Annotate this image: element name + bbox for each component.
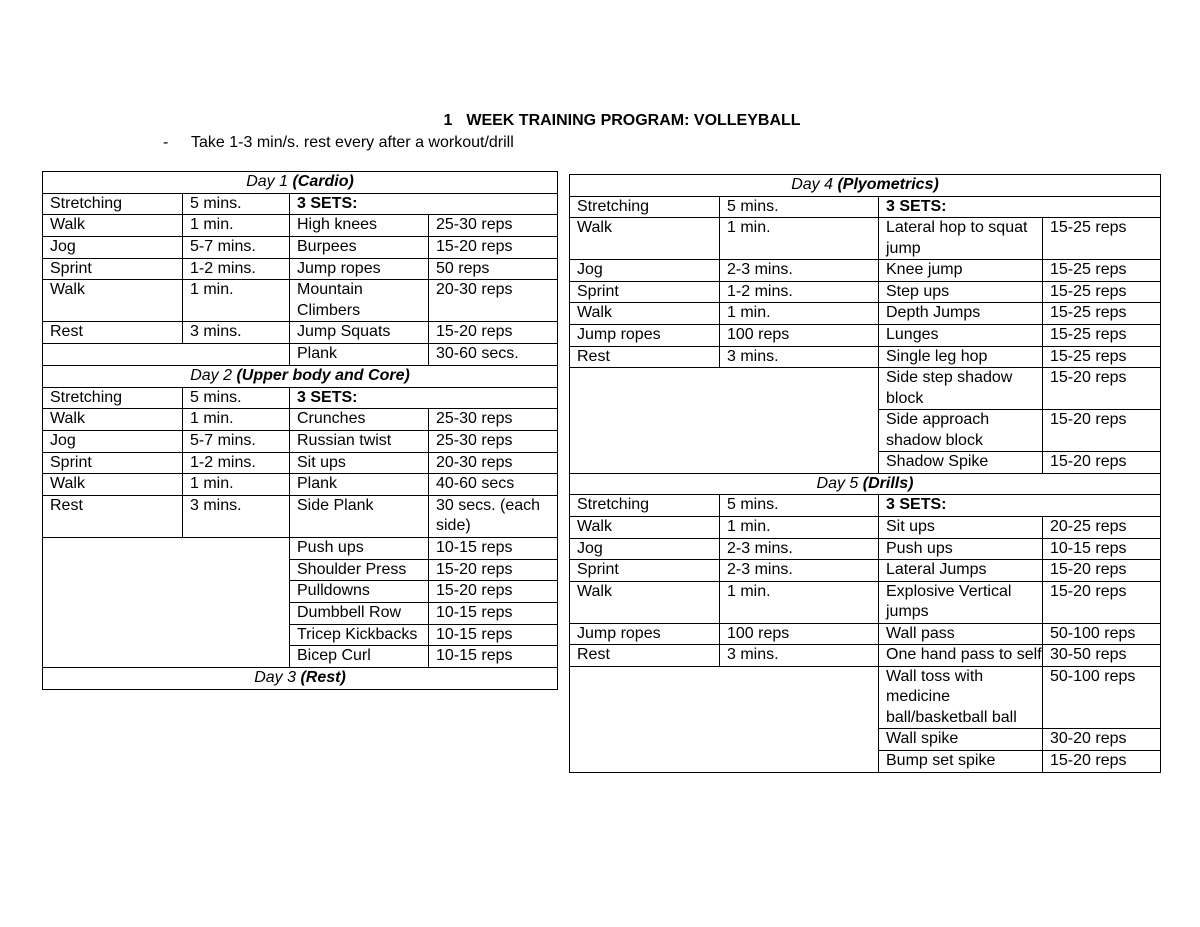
set-reps: 15-20 reps (1043, 410, 1161, 452)
set-reps: 50-100 reps (1043, 666, 1161, 729)
table-row (43, 258, 558, 280)
warmup-activity: Stretching (43, 387, 183, 409)
warmup-duration: 100 reps (720, 623, 879, 645)
day-header-cell (43, 172, 558, 194)
warmup-duration: 1-2 mins. (183, 258, 290, 280)
warmup-activity: Walk (43, 474, 183, 496)
table-row (570, 324, 1161, 346)
set-exercise: Dumbbell Row (290, 603, 429, 625)
set-exercise: Sit ups (290, 452, 429, 474)
set-exercise: Side step shadow block (879, 368, 1043, 410)
warmup-duration: 1 min. (183, 474, 290, 496)
set-exercise: High knees (290, 215, 429, 237)
table-row (43, 495, 558, 537)
warmup-activity: Sprint (43, 258, 183, 280)
set-exercise: Side Plank (290, 495, 429, 537)
set-exercise: Pulldowns (290, 581, 429, 603)
warmup-activity: Sprint (43, 452, 183, 474)
set-reps: 15-20 reps (1043, 560, 1161, 582)
sets-label: 3 SETS: (879, 196, 1161, 218)
warmup-duration: 1 min. (720, 581, 879, 623)
day-label: Day 4 (791, 176, 833, 193)
set-reps: 15-25 reps (1043, 281, 1161, 303)
warmup-activity: Sprint (570, 560, 720, 582)
warmup-duration: 1 min. (720, 218, 879, 260)
day-theme: (Upper body and Core) (236, 366, 410, 384)
warmup-activity: Walk (43, 215, 183, 237)
set-exercise: Lateral hop to squat jump (879, 218, 1043, 260)
day-label: Day 1 (246, 173, 289, 190)
set-exercise: Lateral Jumps (879, 560, 1043, 582)
set-reps: 25-30 reps (429, 409, 558, 431)
page-title (0, 111, 1200, 131)
set-exercise: Push ups (879, 538, 1043, 560)
set-reps: 10-15 reps (1043, 538, 1161, 560)
empty-cell (570, 368, 879, 474)
set-reps: 20-30 reps (429, 452, 558, 474)
table-row (570, 495, 1161, 517)
day-header-cell (570, 473, 1161, 495)
set-reps: 15-20 reps (429, 581, 558, 603)
day-header-row (570, 473, 1161, 495)
schedule-table-days-4-5 (569, 174, 1161, 773)
table-row (43, 322, 558, 344)
table-row (570, 218, 1161, 260)
schedule-table-days-1-3 (42, 171, 558, 690)
set-reps: 50-100 reps (1043, 623, 1161, 645)
warmup-activity: Rest (43, 495, 183, 537)
table-row (43, 474, 558, 496)
warmup-duration: 5 mins. (183, 387, 290, 409)
table-row (570, 538, 1161, 560)
set-exercise: Plank (290, 344, 429, 366)
table-row (570, 346, 1161, 368)
set-exercise: Jump Squats (290, 322, 429, 344)
warmup-activity: Stretching (570, 495, 720, 517)
day-theme: (Cardio) (292, 173, 354, 190)
set-reps: 15-25 reps (1043, 260, 1161, 282)
table-row (570, 666, 1161, 729)
warmup-activity: Jog (570, 538, 720, 560)
warmup-activity: Walk (570, 218, 720, 260)
warmup-activity: Stretching (43, 193, 183, 215)
warmup-duration: 1 min. (720, 303, 879, 325)
set-exercise: Push ups (290, 537, 429, 559)
table-row (43, 387, 558, 409)
warmup-activity: Walk (570, 516, 720, 538)
set-exercise: Shadow Spike (879, 452, 1043, 474)
set-exercise: Wall toss with medicine ball/basketball ball (879, 666, 1043, 729)
set-reps: 15-20 reps (1043, 751, 1161, 773)
subtitle-bullet: - (163, 134, 169, 151)
sets-label: 3 SETS: (290, 193, 558, 215)
warmup-activity: Rest (570, 346, 720, 368)
set-reps: 10-15 reps (429, 603, 558, 625)
set-reps: 10-15 reps (429, 646, 558, 668)
set-reps: 15-25 reps (1043, 218, 1161, 260)
set-exercise: Plank (290, 474, 429, 496)
set-exercise: Russian twist (290, 430, 429, 452)
table-row (570, 368, 1161, 410)
warmup-duration: 5 mins. (720, 196, 879, 218)
set-reps: 30-50 reps (1043, 645, 1161, 667)
warmup-duration: 5 mins. (183, 193, 290, 215)
empty-cell (570, 666, 879, 772)
set-reps: 15-25 reps (1043, 303, 1161, 325)
set-exercise: Sit ups (879, 516, 1043, 538)
table-row (570, 196, 1161, 218)
set-exercise: Depth Jumps (879, 303, 1043, 325)
set-exercise: Bicep Curl (290, 646, 429, 668)
empty-cell (43, 344, 290, 366)
set-exercise: Wall pass (879, 623, 1043, 645)
set-reps: 15-20 reps (1043, 368, 1161, 410)
warmup-activity: Jog (43, 430, 183, 452)
warmup-duration: 1 min. (183, 280, 290, 322)
set-reps: 15-20 reps (1043, 581, 1161, 623)
table-row (43, 215, 558, 237)
warmup-activity: Jump ropes (570, 324, 720, 346)
warmup-activity: Jog (570, 260, 720, 282)
set-exercise: Shoulder Press (290, 559, 429, 581)
set-reps: 50 reps (429, 258, 558, 280)
set-exercise: Single leg hop (879, 346, 1043, 368)
day-label: Day 5 (816, 474, 859, 492)
warmup-duration: 3 mins. (720, 645, 879, 667)
day-label: Day 3 (254, 669, 296, 687)
table-row (570, 281, 1161, 303)
set-exercise: Wall spike (879, 729, 1043, 751)
warmup-duration: 1 min. (183, 215, 290, 237)
set-exercise: Bump set spike (879, 751, 1043, 773)
warmup-activity: Jump ropes (570, 623, 720, 645)
table-row (570, 260, 1161, 282)
set-reps: 15-25 reps (1043, 324, 1161, 346)
warmup-duration: 1 min. (720, 516, 879, 538)
warmup-duration: 3 mins. (183, 495, 290, 537)
day-header-cell (43, 365, 558, 387)
set-reps: 10-15 reps (429, 624, 558, 646)
warmup-duration: 3 mins. (183, 322, 290, 344)
warmup-activity: Jog (43, 237, 183, 259)
set-reps: 15-20 reps (429, 322, 558, 344)
table-row (43, 280, 558, 322)
day-theme: (Rest) (300, 669, 346, 687)
subtitle-text: Take 1-3 min/s. rest every after a workout/drill (191, 134, 514, 151)
set-reps: 25-30 reps (429, 215, 558, 237)
day-header-row (570, 175, 1161, 197)
day-theme: (Plyometrics) (837, 176, 939, 193)
set-reps: 40-60 secs (429, 474, 558, 496)
set-exercise: Mountain Climbers (290, 280, 429, 322)
table-row (570, 581, 1161, 623)
day-label: Day 2 (190, 366, 232, 384)
table-row (43, 430, 558, 452)
warmup-activity: Sprint (570, 281, 720, 303)
warmup-activity: Walk (43, 280, 183, 322)
sets-label: 3 SETS: (290, 387, 558, 409)
table-row (43, 237, 558, 259)
warmup-duration: 1-2 mins. (720, 281, 879, 303)
table-row (43, 409, 558, 431)
warmup-duration: 2-3 mins. (720, 538, 879, 560)
warmup-activity: Rest (570, 645, 720, 667)
day-header-row (43, 172, 558, 194)
set-reps: 15-25 reps (1043, 346, 1161, 368)
set-reps: 15-20 reps (429, 559, 558, 581)
warmup-duration: 5-7 mins. (183, 430, 290, 452)
warmup-activity: Walk (570, 581, 720, 623)
warmup-activity: Stretching (570, 196, 720, 218)
empty-cell (43, 537, 290, 667)
warmup-duration: 1-2 mins. (183, 452, 290, 474)
set-exercise: Tricep Kickbacks (290, 624, 429, 646)
warmup-duration: 2-3 mins. (720, 260, 879, 282)
set-reps: 25-30 reps (429, 430, 558, 452)
table-row (43, 452, 558, 474)
title-text: WEEK TRAINING PROGRAM: VOLLEYBALL (466, 112, 801, 129)
warmup-duration: 3 mins. (720, 346, 879, 368)
warmup-activity: Walk (43, 409, 183, 431)
set-exercise: Jump ropes (290, 258, 429, 280)
day-header-row (43, 365, 558, 387)
set-reps: 10-15 reps (429, 537, 558, 559)
day-theme: (Drills) (862, 474, 914, 492)
set-exercise: Lunges (879, 324, 1043, 346)
warmup-duration: 1 min. (183, 409, 290, 431)
set-reps: 30-20 reps (1043, 729, 1161, 751)
set-exercise: Burpees (290, 237, 429, 259)
warmup-duration: 2-3 mins. (720, 560, 879, 582)
day-header-cell (43, 668, 558, 690)
warmup-activity: Rest (43, 322, 183, 344)
set-exercise: One hand pass to self (879, 645, 1043, 667)
sets-label: 3 SETS: (879, 495, 1161, 517)
set-reps: 20-30 reps (429, 280, 558, 322)
table-row (570, 516, 1161, 538)
set-exercise: Knee jump (879, 260, 1043, 282)
warmup-activity: Walk (570, 303, 720, 325)
set-exercise: Step ups (879, 281, 1043, 303)
table-row (570, 560, 1161, 582)
set-exercise: Crunches (290, 409, 429, 431)
warmup-duration: 5 mins. (720, 495, 879, 517)
table-row (43, 537, 558, 559)
title-number: 1 (443, 112, 453, 129)
warmup-duration: 100 reps (720, 324, 879, 346)
set-reps: 15-20 reps (1043, 452, 1161, 474)
set-reps: 20-25 reps (1043, 516, 1161, 538)
subtitle (163, 133, 514, 153)
set-reps: 15-20 reps (429, 237, 558, 259)
table-row (43, 344, 558, 366)
set-reps: 30 secs. (each side) (429, 495, 558, 537)
day-header-cell (570, 175, 1161, 197)
warmup-duration: 5-7 mins. (183, 237, 290, 259)
set-exercise: Side approach shadow block (879, 410, 1043, 452)
table-row (43, 193, 558, 215)
table-row (570, 645, 1161, 667)
day-header-row (43, 668, 558, 690)
table-row (570, 623, 1161, 645)
set-exercise: Explosive Vertical jumps (879, 581, 1043, 623)
table-row (570, 303, 1161, 325)
set-reps: 30-60 secs. (429, 344, 558, 366)
